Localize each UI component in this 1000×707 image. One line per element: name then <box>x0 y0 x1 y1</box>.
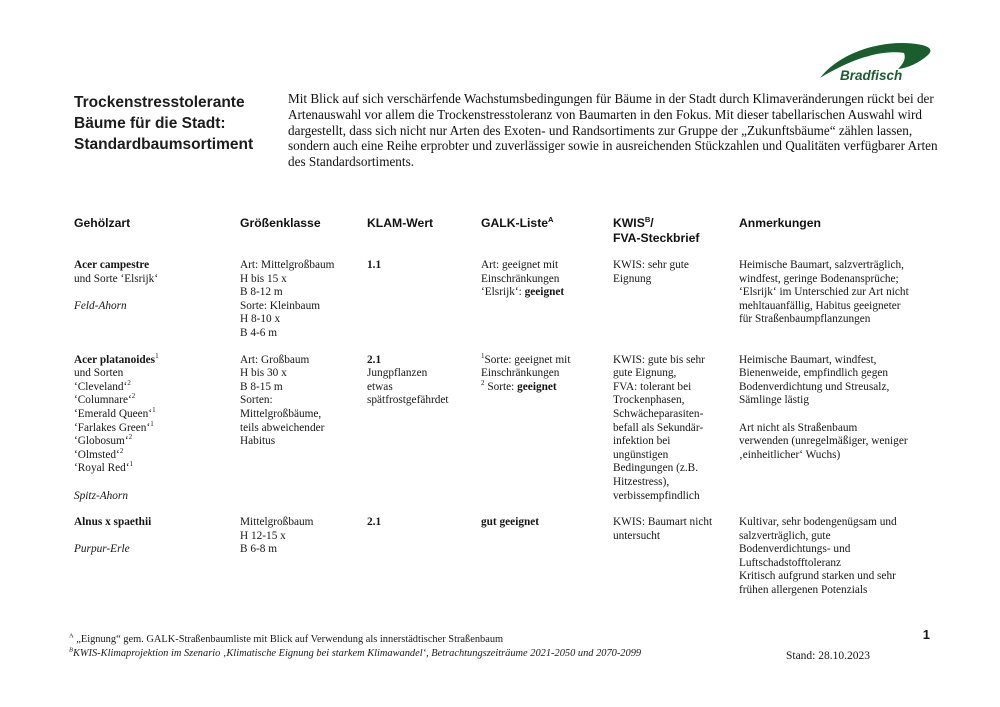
row1-galk-cell: Art: geeignet mit Einschränkungen ‘Elsrijk‘: geeignet <box>481 259 565 299</box>
col-header-klam-wert: KLAM-Wert <box>367 216 434 230</box>
row1-species-cell: Acer campestre und Sorte ‘Elsrijk‘ Feld-Ahorn <box>74 259 159 312</box>
row3-species-cell: Alnus x spaethii Purpur-Erle <box>74 516 152 556</box>
row2-kwis-cell: KWIS: gute bis sehr gute Eignung, FVA: tolerant bei Trockenphasen, Schwächeparasiten- befall als Sekundär- infektion bei ungünstigen Bedingungen (z.B. Hitzestress), verbissempfindlich <box>613 353 705 502</box>
row2-species-cell: Acer platanoides$^1$ und Sorten ‘Cleveland‘$^2$ ‘Columnare‘$^2$ ‘Emerald Queen‘$^1$ ‘Farlakes Green‘$^1$ ‘Globosum‘$^2$ ‘Olmsted‘$^2$ ‘Royal Red‘$^1$ Spitz-Ahorn <box>74 351 159 502</box>
row3-remarks-cell: Kultivar, sehr bodengenügsam und salzverträglich, gute Bodenverdichtungs- und Luftschadstofftoleranz Kritisch aufgrund starken und sehr frühen allergenen Potenzials <box>739 516 897 597</box>
col-header-galk-liste: GALK-Liste$^A$ <box>481 214 554 230</box>
row3-size-class-cell: Mittelgroßbaum H 12-15 x B 6-8 m <box>240 516 314 556</box>
footnotes <box>69 633 709 660</box>
row2-size-class-cell: Art: Großbaum H bis 30 x B 8-15 m Sorten: Mittelgroßbäume, teils abweichender Habitus <box>240 353 325 448</box>
row1-remarks-cell: Heimische Baumart, salzverträglich, windfest, geringe Bodenansprüche; ‘Elsrijk‘ im Unterschied zur Art nicht mehltauanfällig, Habitus geeigneter für Straßenbaumpflanzungen <box>739 259 909 326</box>
row3-kwis-cell: KWIS: Baumart nicht untersucht <box>613 516 713 542</box>
logo-wordmark: Bradfisch <box>840 68 903 83</box>
footnote-galk: $^A$ „Eignung“ gem. GALK-Straßenbaumliste mit Blick auf Verwendung als innerstädtischer Straßenbaum <box>69 632 504 645</box>
col-header-groessenklasse: Größenklasse <box>240 216 321 230</box>
tree-species-table <box>74 216 940 598</box>
footnote-kwis: $^B$KWIS-Klimaprojektion im Szenario ‚Klimatische Eignung bei starkem Klimawandel‘, Betrachtungszeiträume 2021-2050 und 2070-2099 <box>69 646 642 659</box>
row2-remarks-cell: Heimische Baumart, windfest, Bienenweide, empfindlich gegen Bodenverdichtung und Streusalz, Sämlinge lästig Art nicht als Straßenbaum verwenden (unregelmäßiger, weniger ‚einheitlicher‘ Wuchs) <box>739 353 908 461</box>
date-stamp: Stand: 28.10.2023 <box>785 650 870 662</box>
intro-paragraph: Mit Blick auf sich verschärfende Wachstumsbedingungen für Bäume in der Stadt durch Klimaveränderungen rückt bei der Artenauswahl vor allem die Trockenstresstoleranz von Baumarten in den Fokus. Mit dieser tabellarischen Auswahl wird dargestellt, dass sich nicht nur Arten des Exoten- und Randsortiments zur Gruppe der „Zukunftsbäume“ zählen lassen, sondern auch eine Reihe erprobter und zuverlässiger sowie in ausreichenden Stückzahlen und Qualitäten verfügbarer Arten des Standardsortiments. <box>288 91 938 170</box>
page-title: Trockenstresstolerante Bäume für die Stadt: Standardbaumsortiment <box>74 94 254 153</box>
row3-klam-cell: 2.1 <box>367 516 382 529</box>
col-header-kwis-fva: $KWIS^B/$ FVA-Steckbrief <box>613 214 700 245</box>
col-header-gehoelzart: Gehölzart <box>74 216 131 230</box>
page-number: 1 <box>922 627 930 642</box>
row2-galk-cell: $^1$Sorte: geeignet mit Einschränkungen $^2$ Sorte: geeignet <box>481 351 571 393</box>
row1-klam-cell: 1.1 <box>367 259 382 271</box>
col-header-anmerkungen: Anmerkungen <box>739 216 821 230</box>
row1-kwis-cell: KWIS: sehr gute Eignung <box>613 259 689 285</box>
bradfisch-logo <box>816 36 934 88</box>
row1-size-class-cell: Art: Mittelgroßbaum H bis 15 x B 8-12 m Sorte: Kleinbaum H 8-10 x B 4-6 m <box>240 259 335 339</box>
row2-klam-cell: 2.1 Jungpflanzen etwas spätfrostgefährdet <box>367 353 449 407</box>
row3-galk-cell: gut geeignet <box>481 516 540 529</box>
